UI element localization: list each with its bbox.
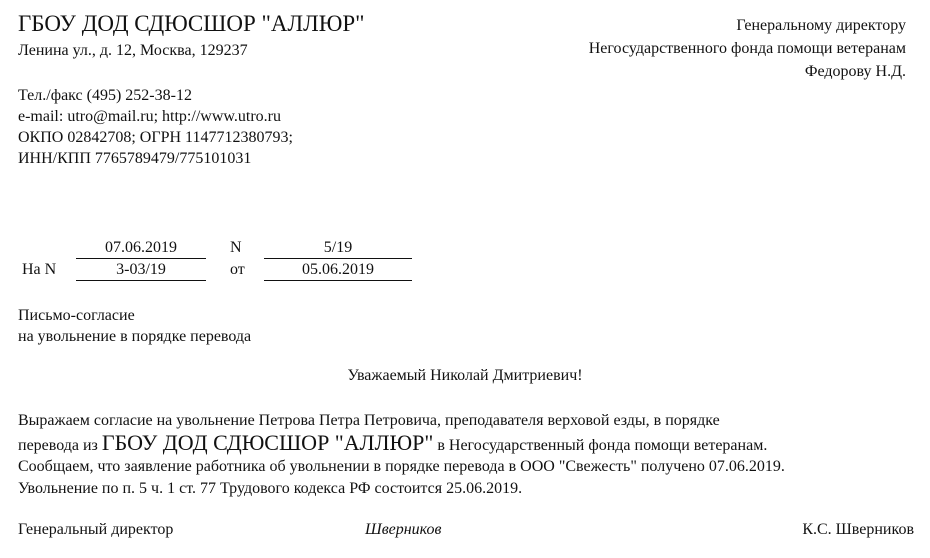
body-org-name: ГБОУ ДОД СДЮСШОР "АЛЛЮР" (101, 429, 434, 455)
subject-line-1: Письмо-согласие (18, 307, 135, 324)
sender-phone: Тел./факс (495) 252-38-12 (18, 87, 192, 104)
outgoing-date: 07.06.2019 (76, 239, 206, 259)
letter-body (18, 410, 785, 499)
greeting: Уважаемый Николай Дмитриевич! (347, 367, 583, 384)
sender-codes: ОКПО 02842708; ОГРН 1147712380793; (18, 129, 293, 146)
reference-label: На N (22, 261, 57, 278)
subject-line-2: на увольнение в порядке перевода (18, 328, 252, 345)
body-line-3: Сообщаем, что заявление работника об увольнении в порядке перевода в ООО "Свежесть" получено 07.06.2019. (18, 458, 785, 475)
number-label: N (230, 239, 242, 256)
from-label: от (230, 261, 245, 278)
sender-org-name: ГБОУ ДОД СДЮСШОР "АЛЛЮР" (18, 11, 365, 36)
addressee-line-2: Негосударственного фонда помощи ветеранам (588, 40, 906, 57)
signature-title: Генеральный директор (18, 521, 174, 538)
sender-web: e-mail: utro@mail.ru; http://www.utro.ru (18, 108, 281, 125)
sender-contacts (18, 85, 293, 169)
letter-subject (18, 305, 251, 347)
body-line-1: Выражаем согласие на увольнение Петрова Петра Петровича, преподавателя верховой езды, в порядке (18, 412, 720, 429)
outgoing-number: 5/19 (264, 239, 412, 259)
body-line-4: Увольнение по п. 5 ч. 1 ст. 77 Трудового кодекса РФ состоится 25.06.2019. (18, 479, 523, 497)
sender-inn: ИНН/КПП 7765789479/775101031 (18, 150, 252, 167)
signature-name: К.С. Шверников (802, 521, 914, 538)
signature-mark: Шверников (365, 521, 442, 538)
addressee-block (589, 14, 906, 83)
body-line-2 (18, 429, 785, 457)
reference-date: 05.06.2019 (264, 261, 412, 281)
addressee-line-1: Генеральному директору (736, 17, 906, 34)
body-line-2-end: в Негосударственный фонда помощи ветеранам. (433, 436, 768, 454)
reference-number: 3-03/19 (76, 261, 206, 281)
sender-address: Ленина ул., д. 12, Москва, 129237 (18, 42, 248, 59)
body-line-2-start: перевода из (18, 436, 102, 454)
addressee-line-3: Федорову Н.Д. (804, 63, 906, 80)
